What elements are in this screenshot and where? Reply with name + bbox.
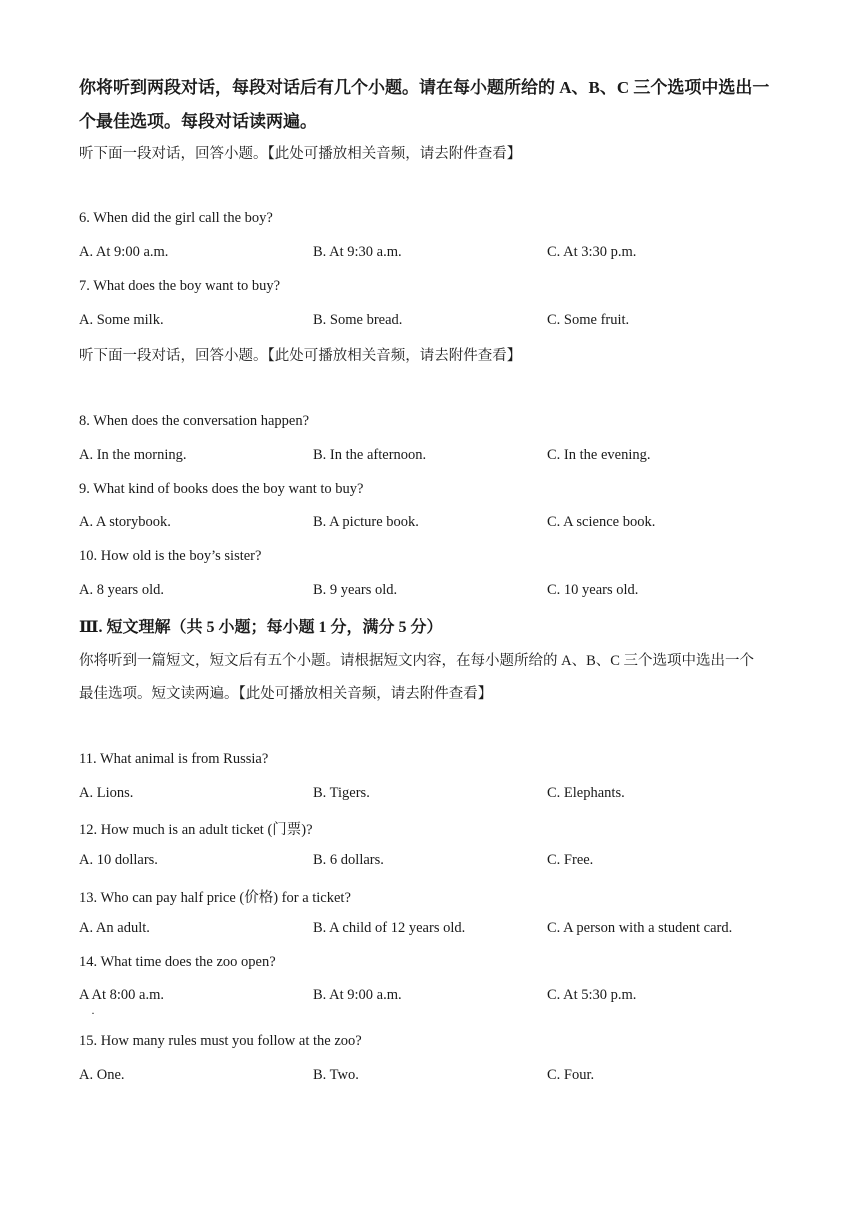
question-11: 11. What animal is from Russia?: [79, 751, 269, 767]
question-13: 13. Who can pay half price (价格) for a ticket?: [79, 890, 351, 906]
q12-option-b: B. 6 dollars.: [313, 852, 384, 868]
q8-option-a: A. In the morning.: [79, 447, 187, 463]
q15-option-b: B. Two.: [313, 1067, 359, 1083]
q9-option-a: A. A storybook.: [79, 514, 171, 530]
q13-option-a: A. An adult.: [79, 920, 150, 936]
section-3-instructions-line-2: 最佳选项。短文读两遍。【此处可播放相关音频，请去附件查看】: [79, 686, 493, 702]
question-14: 14. What time does the zoo open?: [79, 954, 276, 970]
dialogue-1-note: 听下面一段对话，回答小题。【此处可播放相关音频，请去附件查看】: [79, 146, 522, 162]
q8-option-b: B. In the afternoon.: [313, 447, 427, 463]
dialogue-2-note: 听下面一段对话，回答小题。【此处可播放相关音频，请去附件查看】: [79, 348, 522, 364]
question-10: 10. How old is the boy’s sister?: [79, 548, 262, 564]
q6-option-a: A. At 9:00 a.m.: [79, 244, 169, 260]
question-15: 15. How many rules must you follow at the zoo?: [79, 1033, 362, 1049]
instructions-line-1: 你将听到两段对话，每段对话后有几个小题。请在每小题所给的 A、B、C 三个选项中选出一: [79, 78, 770, 97]
section-3-instructions-line-1: 你将听到一篇短文，短文后有五个小题。请根据短文内容，在每小题所给的 A、B、C 三个选项中选出一个: [79, 653, 755, 669]
q13-option-c: C. A person with a student card.: [547, 920, 733, 936]
q12-option-a: A. 10 dollars.: [79, 852, 158, 868]
q15-option-a: A. One.: [79, 1067, 125, 1083]
q11-option-c: C. Elephants.: [547, 785, 625, 801]
question-12: 12. How much is an adult ticket (门票)?: [79, 822, 313, 838]
q14-option-a: A At 8:00 a.m.: [79, 987, 164, 1003]
question-7: 7. What does the boy want to buy?: [79, 278, 281, 294]
q6-option-b: B. At 9:30 a.m.: [313, 244, 402, 260]
q7-option-b: B. Some bread.: [313, 312, 403, 328]
q9-option-c: C. A science book.: [547, 514, 656, 530]
q13-option-b: B. A child of 12 years old.: [313, 920, 466, 936]
q6-option-c: C. At 3:30 p.m.: [547, 244, 637, 260]
q7-option-c: C. Some fruit.: [547, 312, 630, 328]
q10-option-a: A. 8 years old.: [79, 582, 164, 598]
question-9: 9. What kind of books does the boy want to buy?: [79, 481, 364, 497]
q11-option-b: B. Tigers.: [313, 785, 370, 801]
q14-option-b: B. At 9:00 a.m.: [313, 987, 402, 1003]
q7-option-a: A. Some milk.: [79, 312, 164, 328]
q10-option-c: C. 10 years old.: [547, 582, 639, 598]
q9-option-b: B. A picture book.: [313, 514, 419, 530]
question-8: 8. When does the conversation happen?: [79, 413, 310, 429]
q8-option-c: C. In the evening.: [547, 447, 651, 463]
instructions-line-2: 个最佳选项。每段对话读两遍。: [79, 112, 317, 131]
q15-option-c: C. Four.: [547, 1067, 595, 1083]
q12-option-c: C. Free.: [547, 852, 594, 868]
q10-option-b: B. 9 years old.: [313, 582, 398, 598]
q14-option-c: C. At 5:30 p.m.: [547, 987, 637, 1003]
question-6: 6. When did the girl call the boy?: [79, 210, 273, 226]
stray-dot-mark: ·: [91, 1006, 95, 1020]
section-3-title: Ⅲ. 短文理解（共 5 小题；每小题 1 分，满分 5 分）: [79, 619, 443, 636]
q11-option-a: A. Lions.: [79, 785, 134, 801]
